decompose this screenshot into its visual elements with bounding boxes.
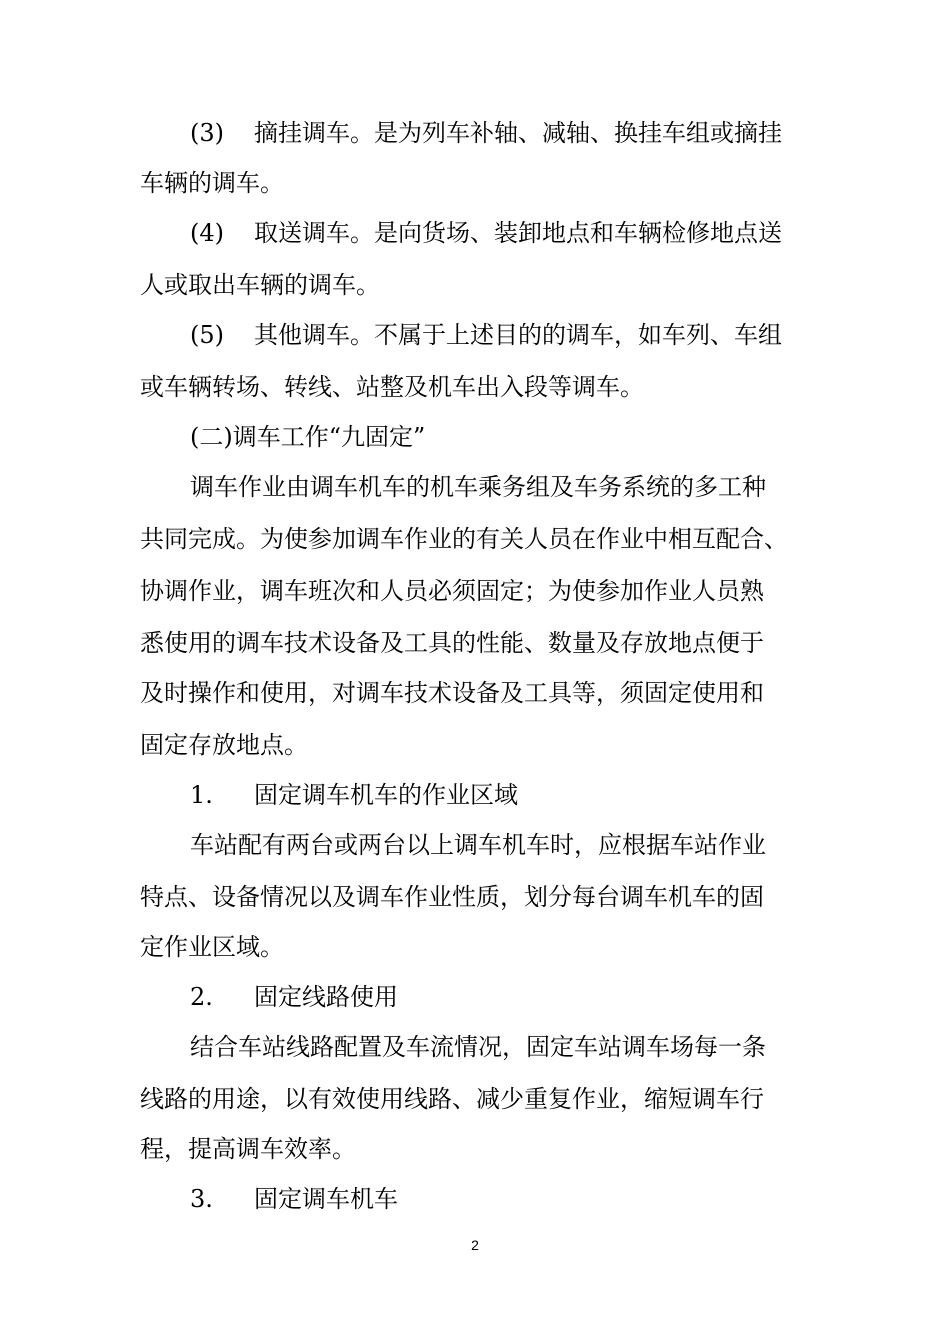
paragraph-line: 协调作业，调车班次和人员必须固定；为使参加作业人员熟: [140, 577, 764, 605]
paragraph-line: 或车辆转场、转线、站整及机车出入段等调车。: [140, 373, 644, 401]
paragraph-line: 程，提高调车效率。: [140, 1135, 356, 1163]
paragraph-line: 定作业区域。: [140, 933, 284, 961]
list-item-5-line1: [190, 320, 782, 350]
numbered-heading-2: [190, 982, 398, 1012]
section-heading: (二)调车工作“九固定”: [190, 423, 426, 451]
numbered-heading-1: [190, 780, 518, 810]
list-number: (4): [190, 219, 224, 247]
list-item-4-line1: [190, 218, 782, 248]
list-number: 3.: [190, 1185, 213, 1213]
page-number: 2: [471, 1237, 479, 1253]
list-item-3-line1: [190, 118, 782, 148]
list-number: (5): [190, 321, 224, 349]
paragraph-line: 线路的用途，以有效使用线路、减少重复作业，缩短调车行: [140, 1085, 764, 1113]
paragraph-line: 结合车站线路配置及车流情况，固定车站调车场每一条: [190, 1033, 766, 1061]
paragraph-line: 共同完成。为使参加调车作业的有关人员在作业中相互配合、: [140, 525, 788, 553]
list-number: 1.: [190, 781, 213, 809]
heading-text: 固定线路使用: [254, 983, 398, 1011]
paragraph-line: 固定存放地点。: [140, 731, 308, 759]
paragraph-line: 人或取出车辆的调车。: [140, 271, 380, 299]
list-number: 2.: [190, 983, 213, 1011]
paragraph-line: 及时操作和使用，对调车技术设备及工具等，须固定使用和: [140, 679, 764, 707]
paragraph-text: 取送调车。是向货场、装卸地点和车辆检修地点送: [254, 219, 782, 247]
heading-text: 固定调车机车: [254, 1185, 398, 1213]
paragraph-line: 车辆的调车。: [140, 169, 284, 197]
list-number: (3): [190, 119, 224, 147]
paragraph-line: 特点、设备情况以及调车作业性质，划分每台调车机车的固: [140, 883, 764, 911]
paragraph-line: 悉使用的调车技术设备及工具的性能、数量及存放地点便于: [140, 629, 764, 657]
heading-text: 固定调车机车的作业区域: [254, 781, 518, 809]
paragraph-line: 车站配有两台或两台以上调车机车时，应根据车站作业: [190, 831, 766, 859]
numbered-heading-3: [190, 1184, 398, 1214]
paragraph-line: 调车作业由调车机车的机车乘务组及车务系统的多工种: [190, 473, 766, 501]
paragraph-text: 其他调车。不属于上述目的的调车，如车列、车组: [254, 321, 782, 349]
paragraph-text: 摘挂调车。是为列车补轴、减轴、换挂车组或摘挂: [254, 119, 782, 147]
